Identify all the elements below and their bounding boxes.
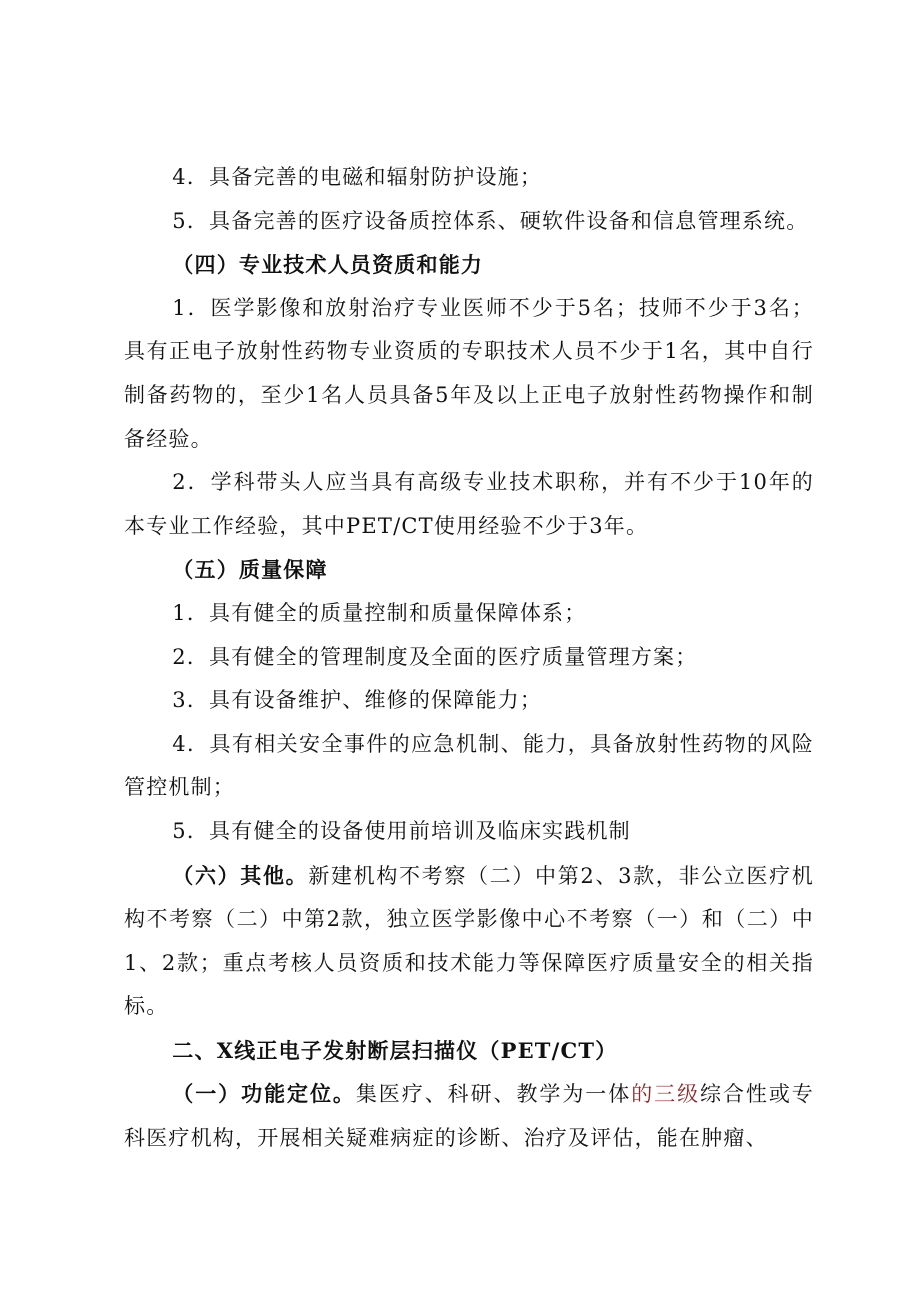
paragraph-p5 — [124, 461, 814, 548]
section-heading-5 — [124, 548, 814, 592]
paragraph-p7 — [124, 592, 814, 636]
paragraph-text: 2．学科带头人应当具有高级专业技术职称，并有不少于10年的本专业工作经验，其中PET/CT使用经验不少于3年。 — [124, 470, 814, 538]
paragraph-p14 — [124, 1072, 814, 1160]
paragraph-text: 2．具有健全的管理制度及全面的医疗质量管理方案； — [172, 644, 698, 669]
paragraph-text: 5．具备完善的医疗设备质控体系、硬软件设备和信息管理系统。 — [172, 208, 809, 233]
paragraph-text: 综合性或专科医疗机构，开展相关疑难病症的诊断、治疗及评估，能在肿瘤、 — [124, 1082, 815, 1151]
paragraph-p8 — [124, 636, 814, 680]
section-heading-4 — [124, 243, 814, 287]
heading-text: （四）专业技术人员资质和能力 — [172, 252, 484, 278]
paragraph-p2 — [124, 200, 814, 244]
paragraph-p12 — [124, 854, 814, 1029]
paragraph-text: 1．具有健全的质量控制和质量保障体系； — [172, 600, 587, 625]
highlighted-text: 的三级 — [631, 1082, 701, 1107]
document-body — [124, 156, 814, 1161]
heading-text: 二、X线正电子发射断层扫描仪（PET/CT） — [172, 1037, 618, 1063]
paragraph-p9 — [124, 679, 814, 723]
paragraph-text: 新建机构不考察（二）中第2、3款，非公立医疗机构不考察（二）中第2款，独立医学影像中心不考察（一）和（二）中1、2款；重点考核人员资质和技术能力等保障医疗质量安全的相关指标。 — [124, 863, 814, 1019]
paragraph-p1 — [124, 156, 814, 200]
chapter-heading-2 — [124, 1029, 814, 1073]
inline-heading: （一）功能定位。 — [172, 1081, 356, 1107]
paragraph-text: 4．具有相关安全事件的应急机制、能力，具备放射性药物的风险管控机制； — [124, 731, 814, 800]
paragraph-text: 1．医学影像和放射治疗专业医师不少于5名；技师不少于3名；具有正电子放射性药物专业资质的专职技术人员不少于1名，其中自行制备药物的，至少1名人员具备5年及以上正电子放射性药物操作和制备经验。 — [124, 295, 814, 451]
paragraph-p4 — [124, 287, 814, 461]
heading-text: （五）质量保障 — [172, 557, 328, 583]
paragraph-p11 — [124, 810, 814, 854]
inline-heading: （六）其他。 — [172, 862, 309, 888]
paragraph-text: 集医疗、科研、教学为一体 — [355, 1082, 632, 1107]
paragraph-p10 — [124, 723, 814, 810]
paragraph-text: 4．具备完善的电磁和辐射防护设施； — [172, 165, 543, 189]
paragraph-text: 5．具有健全的设备使用前培训及临床实践机制 — [172, 818, 631, 843]
paragraph-text: 3．具有设备维护、维修的保障能力； — [172, 688, 543, 713]
